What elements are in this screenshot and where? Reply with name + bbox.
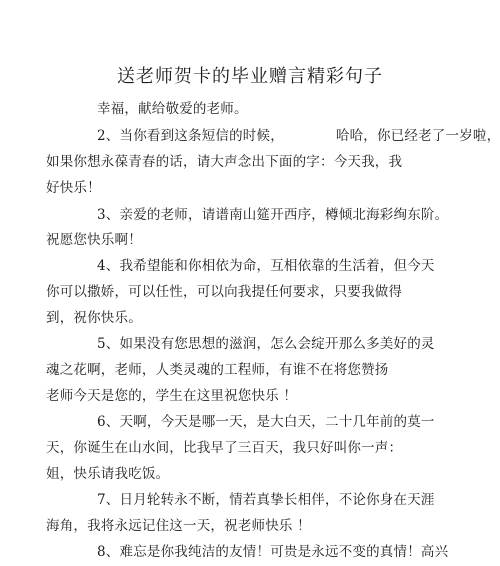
paragraph-4-line-2: 你可以撒娇，可以任性，可以向我提任何要求，只要我做得 — [46, 284, 403, 300]
paragraph-2-line-1-tail: 哈哈，你已经老了一岁啦， — [335, 128, 500, 144]
paragraph-8-line-1: 8、难忘是你我纯洁的友情！可贵是永远不变的真情！高兴 — [97, 544, 449, 560]
paragraph-2-line-2: 如果你想永葆青春的话，请大声念出下面的字：今天我，我 — [46, 154, 403, 170]
paragraph-5-line-2: 魂之花啊，老师，人类灵魂的工程师，有谁不在将您赞扬 — [46, 362, 389, 378]
paragraph-2-line-1 — [97, 124, 500, 144]
paragraph-3-line-2: 祝愿您快乐啊！ — [46, 232, 142, 248]
paragraph-3-line-1: 3、亲爱的老师，请谱南山筵开西序，樽倾北海彩绚东阶。 — [97, 207, 449, 223]
paragraph-2-line-3: 好快乐！ — [46, 180, 101, 196]
paragraph-7-line-1: 7、日月轮转永不断，情若真挚长相伴，不论你身在天涯 — [97, 492, 435, 508]
paragraph-4-line-1: 4、我希望能和你相依为命，互相依靠的生活着，但今天 — [97, 258, 435, 274]
paragraph-6-line-2: 天，你诞生在山水间，比我早了三百天，我只好叫你一声： — [46, 440, 403, 456]
paragraph-4-line-3: 到，祝你快乐。 — [46, 310, 142, 326]
paragraph-6-line-3: 姐，快乐请我吃饭。 — [46, 466, 170, 482]
intro-line: 幸福，献给敬爱的老师。 — [97, 101, 248, 117]
document-title: 送老师贺卡的毕业赠言精彩句子 — [117, 66, 383, 87]
paragraph-5-line-3: 老师今天是您的，学生在这里祝您快乐 ！ — [46, 388, 298, 404]
paragraph-5-line-1: 5、如果没有您思想的滋润，怎么会绽开那么多美好的灵 — [97, 336, 435, 352]
paragraph-6-line-1: 6、天啊，今天是哪一天，是大白天，二十几年前的莫一 — [97, 414, 435, 430]
paragraph-7-line-2: 海角，我将永远记住这一天，祝老师快乐 ！ — [46, 518, 311, 534]
paragraph-2-line-1-head: 2、当你看到这条短信的时候， — [97, 128, 284, 144]
